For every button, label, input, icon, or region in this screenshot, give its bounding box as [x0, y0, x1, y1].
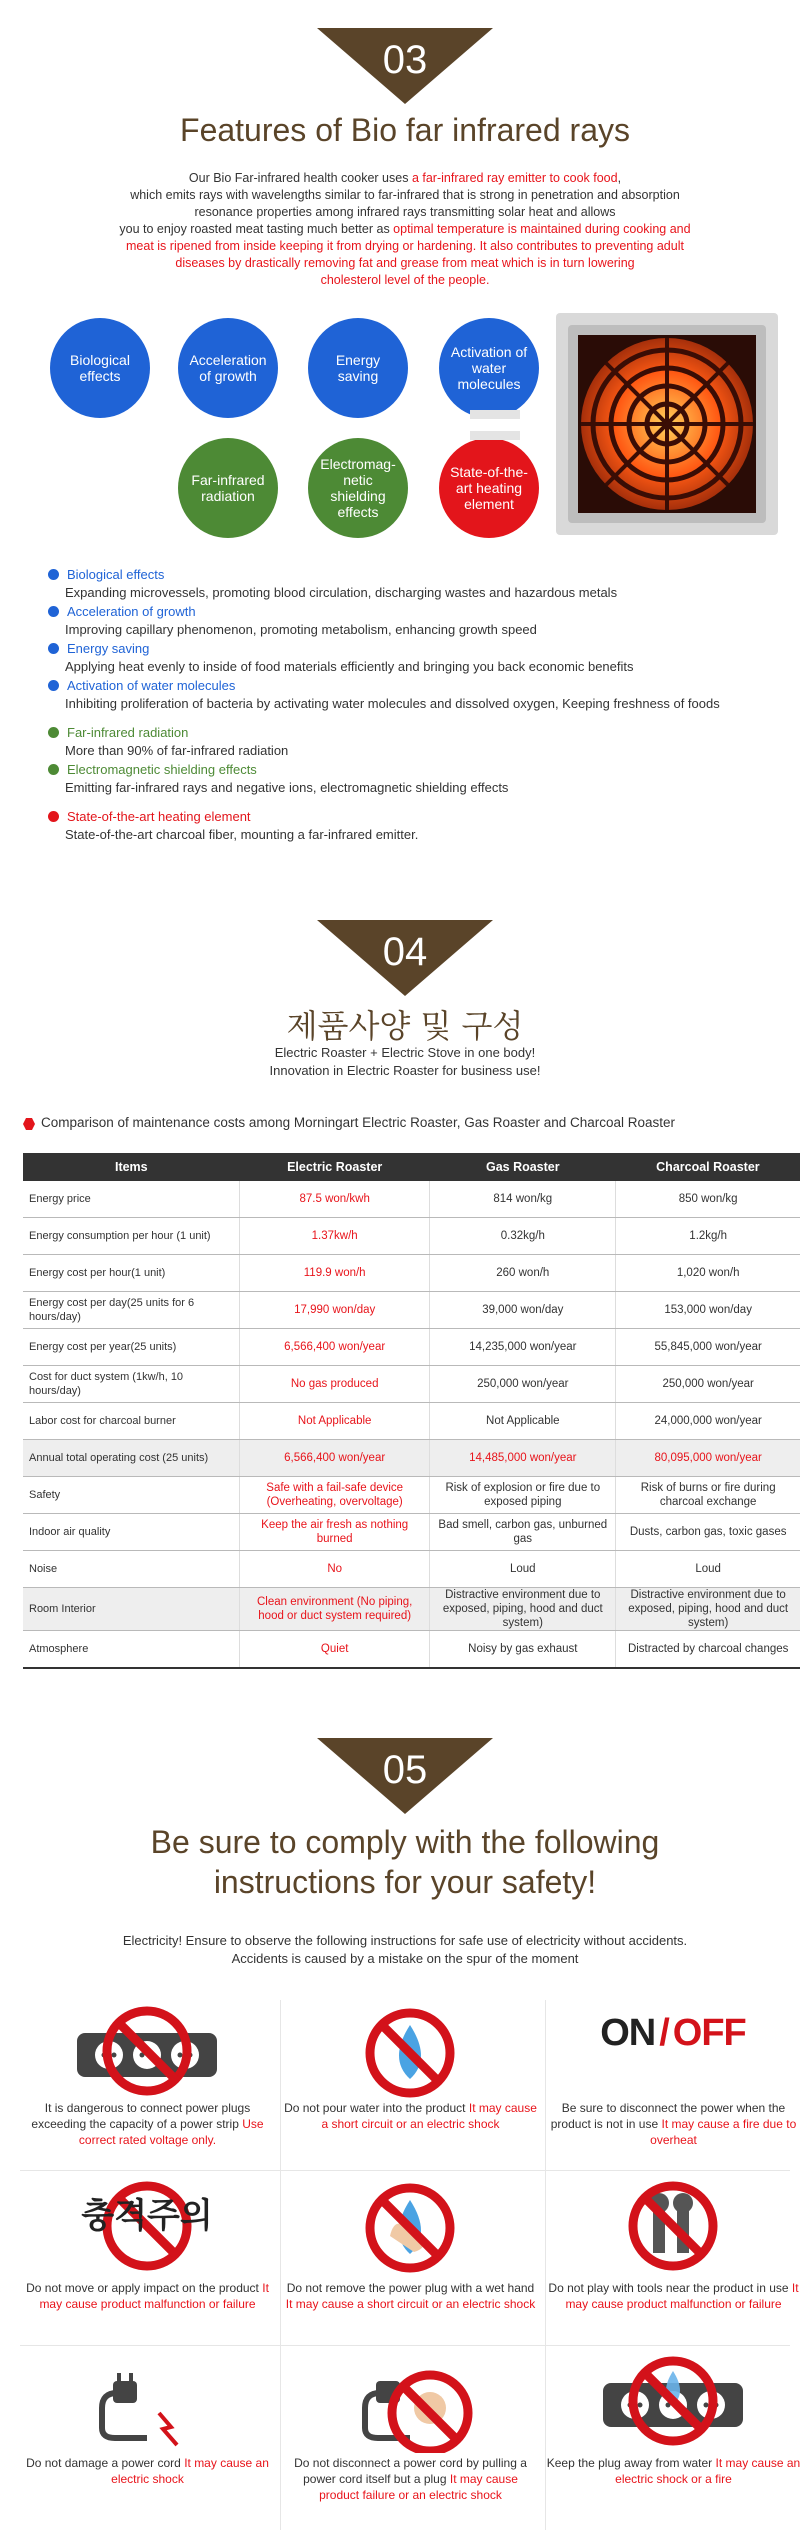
table-cell-item: Atmosphere: [23, 1631, 240, 1669]
table-cell-charcoal: 55,845,000 won/year: [616, 1329, 800, 1366]
feature-title-text: Biological effects: [67, 567, 165, 582]
table-cell-gas: 14,235,000 won/year: [430, 1329, 616, 1366]
safety-warning-card: [283, 2345, 538, 2525]
table-cell-item: Room Interior: [23, 1588, 240, 1631]
table-cell-gas: 14,485,000 won/year: [430, 1440, 616, 1477]
table-cell-electric: No gas produced: [240, 1366, 430, 1403]
safety-warning-card: [20, 1995, 275, 2175]
table-cell-electric: 119.9 won/h: [240, 1255, 430, 1292]
warning-consequence: It may cause a short circuit or an electric shock: [285, 2297, 536, 2311]
on-label: ON: [600, 2012, 656, 2054]
slash-label: /: [659, 2012, 669, 2054]
bullet-dot-icon: [48, 643, 59, 654]
section-05-intro-1: Electricity! Ensure to observe the following instructions for safe use of electricity without accidents.: [122, 1933, 688, 1948]
feature-title-text: Activation of water molecules: [67, 678, 236, 693]
warning-text: [283, 2100, 538, 2132]
table-cell-electric: Safe with a fail-safe device (Overheating, overvoltage): [240, 1477, 430, 1514]
feature-title-text: Acceleration of growth: [67, 604, 196, 619]
table-cell-gas: Loud: [430, 1551, 616, 1588]
table-cell-item: Annual total operating cost (25 units): [23, 1440, 240, 1477]
table-cell-charcoal: Dusts, carbon gas, toxic gases: [616, 1514, 800, 1551]
comparison-table: [23, 1153, 800, 1669]
warning-consequence: It may cause product malfunction or failure: [39, 2281, 269, 2311]
table-cell-item: Energy cost per day(25 units for 6 hours/day): [23, 1292, 240, 1329]
table-header-row: [23, 1153, 800, 1181]
table-row: [23, 1181, 800, 1218]
table-cell-charcoal: 250,000 won/year: [616, 1366, 800, 1403]
table-cell-item: Cost for duct system (1kw/h, 10 hours/day): [23, 1366, 240, 1403]
table-cell-item: Safety: [23, 1477, 240, 1514]
table-cell-gas: 814 won/kg: [430, 1181, 616, 1218]
table-row: [23, 1551, 800, 1588]
intro-text: resonance properties among infrared rays transmitting solar heat and allows: [194, 205, 616, 219]
impact-caution-icon: [47, 2178, 247, 2278]
warning-instruction: Be sure to disconnect the power when the product is not in use: [550, 2101, 786, 2131]
table-cell-gas: 250,000 won/year: [430, 1366, 616, 1403]
table-row: [23, 1588, 800, 1631]
table-cell-item: Energy cost per year(25 units): [23, 1329, 240, 1366]
table-cell-item: Energy cost per hour(1 unit): [23, 1255, 240, 1292]
intro-text: cholesterol level of the people.: [320, 273, 490, 287]
bullet-dot-icon: [48, 569, 59, 580]
feature-circle-label: Energy saving: [335, 352, 381, 384]
warning-consequence: It may cause product malfunction or failure: [565, 2281, 799, 2311]
feature-item-description: Applying heat evenly to inside of food materials efficiently and bringing you back economic benefits: [65, 659, 634, 674]
intro-text: diseases by drastically removing fat and grease from meat which is in turn lowering: [175, 256, 635, 270]
warning-text: [546, 2100, 801, 2148]
safety-warning-card: [546, 1995, 801, 2175]
feature-circle: [308, 438, 408, 538]
feature-title-text: Energy saving: [67, 641, 150, 656]
table-row: [23, 1292, 800, 1329]
table-cell-charcoal: Distractive environment due to exposed, piping, hood and duct system): [616, 1588, 800, 1631]
intro-line: [50, 255, 760, 272]
warning-consequence: It may cause product failure or an electric shock: [319, 2472, 518, 2502]
table-cell-electric: 17,990 won/day: [240, 1292, 430, 1329]
warning-text: [546, 2455, 801, 2487]
feature-item: [48, 761, 508, 797]
off-label: OFF: [672, 2012, 746, 2054]
table-cell-charcoal: Risk of burns or fire during charcoal exchange: [616, 1477, 800, 1514]
section-05-title-line-2: instructions for your safety!: [213, 1864, 597, 1900]
warning-instruction: Do not disconnect a power cord by pulling a power cord itself but a plug: [294, 2456, 527, 2486]
intro-line: [50, 272, 760, 289]
feature-item-title: [48, 566, 617, 584]
table-cell-electric: 87.5 won/kwh: [240, 1181, 430, 1218]
feature-circle: [439, 318, 539, 418]
table-cell-item: Energy price: [23, 1181, 240, 1218]
intro-line: [50, 221, 760, 238]
table-row: [23, 1366, 800, 1403]
feature-circle: [308, 318, 408, 418]
feature-title-text: Electromagnetic shielding effects: [67, 762, 257, 777]
feature-item-description: Emitting far-infrared rays and negative ions, electromagnetic shielding effects: [65, 780, 509, 795]
warning-consequence: Use correct rated voltage only.: [78, 2117, 264, 2147]
bullet-dot-icon: [48, 764, 59, 775]
wet-hand-icon: [310, 2178, 510, 2278]
on-off-label: [573, 2012, 773, 2054]
table-cell-gas: Bad smell, carbon gas, unburned gas: [430, 1514, 616, 1551]
feature-circle: [439, 438, 539, 538]
warning-instruction: Do not pour water into the product: [284, 2101, 466, 2115]
table-row: [23, 1403, 800, 1440]
warning-consequence: It may cause a fire due to overheat: [650, 2117, 797, 2147]
damaged-cord-icon: [47, 2353, 247, 2453]
warning-text: [20, 2100, 275, 2148]
warning-consequence: It may cause a short circuit or an electric shock: [321, 2101, 537, 2131]
water-drop-icon: [310, 2003, 510, 2103]
table-cell-gas: Distractive environment due to exposed, piping, hood and duct system): [430, 1588, 616, 1631]
table-cell-charcoal: Distracted by charcoal changes: [616, 1631, 800, 1669]
table-cell-item: Labor cost for charcoal burner: [23, 1403, 240, 1440]
section-04-subtitle-1: Electric Roaster + Electric Stove in one body!: [274, 1045, 536, 1060]
feature-item: [48, 566, 617, 602]
intro-line: [50, 238, 760, 255]
feature-item-title: [48, 640, 634, 658]
intro-text: meat is ripened from inside keeping it from drying or hardening. It also contributes to preventing adult: [126, 239, 684, 253]
column-header: Electric Roaster: [240, 1153, 430, 1181]
safety-warning-card: [283, 1995, 538, 2175]
warning-consequence: It may cause an electric shock: [111, 2456, 269, 2486]
feature-circle-label: Biological effects: [70, 352, 130, 384]
feature-item-description: Inhibiting proliferation of bacteria by activating water molecules and dissolved oxygen, Keeping freshness of foods: [65, 696, 720, 711]
feature-item-title: [48, 761, 508, 779]
table-cell-charcoal: 850 won/kg: [616, 1181, 800, 1218]
table-cell-charcoal: 80,095,000 won/year: [616, 1440, 800, 1477]
intro-text: a far-infrared ray emitter to cook food: [411, 171, 618, 185]
warning-instruction: Keep the plug away from water: [546, 2456, 713, 2470]
warning-consequence: It may cause an electric shock or a fire: [615, 2456, 801, 2486]
grid-divider: [280, 2000, 281, 2530]
feature-circle-label: State-of-the-art heating element: [450, 464, 528, 512]
bullet-dot-icon: [48, 680, 59, 691]
safety-warning-card: [283, 2170, 538, 2350]
comparison-title: Comparison of maintenance costs among Morningart Electric Roaster, Gas Roaster and Charcoal Roaster: [41, 1115, 676, 1130]
table-row: [23, 1631, 800, 1669]
feature-item: [48, 724, 288, 760]
warning-text: [283, 2455, 538, 2503]
feature-item: [48, 808, 418, 844]
table-cell-charcoal: 153,000 won/day: [616, 1292, 800, 1329]
table-cell-gas: 0.32kg/h: [430, 1218, 616, 1255]
table-row: [23, 1218, 800, 1255]
section-04-subtitle-2: Innovation in Electric Roaster for business use!: [269, 1063, 541, 1078]
section-05-title-line-1: Be sure to comply with the following: [150, 1824, 660, 1860]
warning-instruction: Do not damage a power cord: [26, 2456, 181, 2470]
feature-circle: [178, 438, 278, 538]
table-cell-electric: 6,566,400 won/year: [240, 1440, 430, 1477]
table-cell-item: Noise: [23, 1551, 240, 1588]
feature-circle: [178, 318, 278, 418]
table-cell-gas: Risk of explosion or fire due to exposed piping: [430, 1477, 616, 1514]
feature-item-title: [48, 677, 720, 695]
feature-item-title: [48, 808, 418, 826]
table-row: [23, 1329, 800, 1366]
table-cell-gas: Noisy by gas exhaust: [430, 1631, 616, 1669]
power-strip-icon: [47, 2003, 247, 2103]
feature-item: [48, 677, 720, 713]
warning-instruction: Do not play with tools near the product in use: [548, 2281, 789, 2295]
bullet-dot-icon: [48, 727, 59, 738]
heater-image: [556, 313, 778, 535]
feature-item: [48, 640, 634, 676]
bullet-dot-icon: [48, 811, 59, 822]
table-cell-charcoal: 1,020 won/h: [616, 1255, 800, 1292]
feature-item-description: State-of-the-art charcoal fiber, mounting a far-infrared emitter.: [65, 827, 419, 842]
warning-instruction: It is dangerous to connect power plugs exceeding the capacity of a power strip: [31, 2101, 251, 2131]
heater-element-icon: [556, 313, 778, 535]
feature-item-description: More than 90% of far-infrared radiation: [65, 743, 289, 758]
intro-text: you to enjoy roasted meat tasting much better as: [119, 222, 394, 236]
table-cell-electric: Not Applicable: [240, 1403, 430, 1440]
table-cell-electric: Keep the air fresh as nothing burned: [240, 1514, 430, 1551]
section-03-title: Features of Bio far infrared rays: [180, 112, 630, 148]
feature-circle-label: Acceleration of growth: [189, 352, 267, 384]
plug-water-icon: [573, 2353, 773, 2453]
feature-circle-label: Electromag-netic shielding effects: [320, 456, 396, 520]
feature-item: [48, 603, 537, 639]
section-04-title: 제품사양 및 구성: [286, 1007, 524, 1045]
feature-item-description: Expanding microvessels, promoting blood circulation, discharging wastes and hazardous metals: [65, 585, 618, 600]
column-header: Charcoal Roaster: [616, 1153, 800, 1181]
feature-title-text: State-of-the-art heating element: [67, 809, 251, 824]
column-header: Items: [23, 1153, 240, 1181]
safety-warning-card: [546, 2170, 801, 2350]
hexagon-bullet-icon: [23, 1117, 35, 1129]
section-05-number: 05: [382, 1748, 428, 1792]
warning-instruction: Do not move or apply impact on the product: [26, 2281, 259, 2295]
on-off-icon: [573, 2003, 773, 2103]
feature-circle-label: Activation of water molecules: [450, 344, 528, 392]
feature-circle-label: Far-infrared radiation: [191, 472, 265, 504]
table-cell-electric: 1.37kw/h: [240, 1218, 430, 1255]
column-header: Gas Roaster: [430, 1153, 616, 1181]
intro-text: Our Bio Far-infrared health cooker uses: [188, 171, 412, 185]
feature-title-text: Far-infrared radiation: [67, 725, 189, 740]
table-cell-item: Indoor air quality: [23, 1514, 240, 1551]
impact-caution-text: 충격주의: [81, 2196, 213, 2236]
table-cell-charcoal: 24,000,000 won/year: [616, 1403, 800, 1440]
table-cell-gas: Not Applicable: [430, 1403, 616, 1440]
warning-text: [20, 2455, 275, 2487]
table-cell-electric: No: [240, 1551, 430, 1588]
table-row: [23, 1440, 800, 1477]
safety-warning-card: [546, 2345, 801, 2525]
section-05-intro-2: Accidents is caused by a mistake on the spur of the moment: [231, 1951, 579, 1966]
table-cell-electric: Quiet: [240, 1631, 430, 1669]
section-04-number: 04: [382, 930, 428, 974]
intro-line: [50, 187, 760, 204]
feature-item-title: [48, 603, 537, 621]
section-03-intro: [50, 170, 760, 289]
table-cell-item: Energy consumption per hour (1 unit): [23, 1218, 240, 1255]
intro-line: [50, 204, 760, 221]
feature-circle: [50, 318, 150, 418]
table-row: [23, 1255, 800, 1292]
table-cell-electric: 6,566,400 won/year: [240, 1329, 430, 1366]
table-cell-gas: 260 won/h: [430, 1255, 616, 1292]
table-cell-charcoal: 1.2kg/h: [616, 1218, 800, 1255]
warning-text: [20, 2280, 275, 2312]
safety-warning-card: [20, 2345, 275, 2525]
table-cell-gas: 39,000 won/day: [430, 1292, 616, 1329]
section-03-number: 03: [382, 38, 428, 82]
intro-line: [50, 170, 760, 187]
table-row: [23, 1514, 800, 1551]
table-cell-charcoal: Loud: [616, 1551, 800, 1588]
warning-text: [546, 2280, 801, 2312]
intro-text: optimal temperature is maintained during cooking and: [393, 222, 691, 236]
warning-instruction: Do not remove the power plug with a wet hand: [286, 2281, 535, 2295]
intro-text: which emits rays with wavelengths similar to far-infrared that is strong in penetration and absorption: [130, 188, 680, 202]
table-row: [23, 1477, 800, 1514]
table-cell-electric: Clean environment (No piping, hood or duct system required): [240, 1588, 430, 1631]
feature-item-title: [48, 724, 288, 742]
pull-cord-icon: [310, 2353, 510, 2453]
safety-warning-card: [20, 2170, 275, 2350]
tools-icon: [573, 2178, 773, 2278]
warning-text: [283, 2280, 538, 2312]
equals-icon-top: [470, 410, 520, 419]
bullet-dot-icon: [48, 606, 59, 617]
feature-item-description: Improving capillary phenomenon, promoting metabolism, enhancing growth speed: [65, 622, 537, 637]
equals-icon-bottom: [470, 431, 520, 440]
intro-text: ,: [617, 171, 622, 185]
